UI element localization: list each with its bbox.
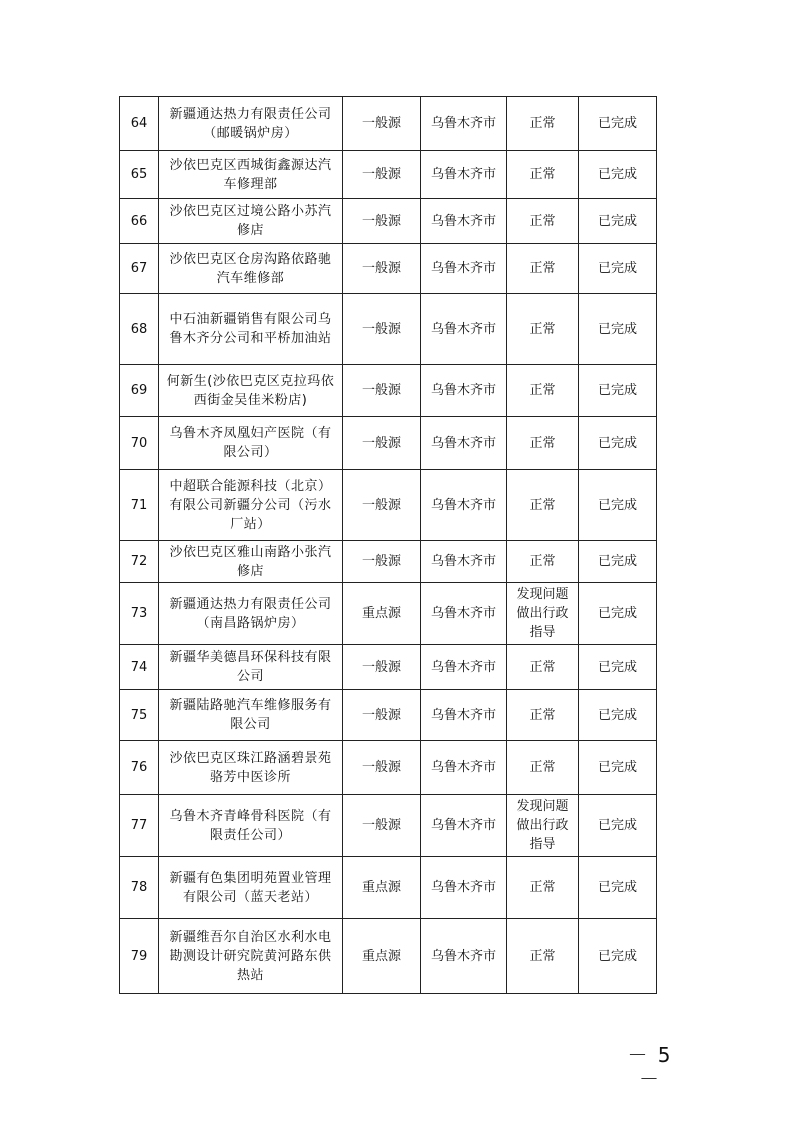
inspection-status-cell: 正常 — [507, 199, 579, 244]
region-cell: 乌鲁木齐市 — [421, 857, 507, 919]
entity-name-cell: 中石油新疆销售有限公司乌鲁木齐分公司和平桥加油站 — [159, 294, 343, 365]
region-cell: 乌鲁木齐市 — [421, 151, 507, 199]
completion-status-cell: 已完成 — [579, 97, 657, 151]
row-number-cell: 65 — [120, 151, 159, 199]
source-type-cell: 一般源 — [343, 199, 421, 244]
table-row — [120, 470, 657, 541]
entity-name-cell: 沙依巴克区珠江路涵碧景苑骆芳中医诊所 — [159, 741, 343, 795]
row-number-cell: 69 — [120, 365, 159, 417]
region-cell: 乌鲁木齐市 — [421, 417, 507, 470]
page-number: － 5 － — [627, 1043, 673, 1091]
source-type-cell: 重点源 — [343, 583, 421, 645]
entity-name-cell: 沙依巴克区过境公路小苏汽修店 — [159, 199, 343, 244]
row-number-cell: 75 — [120, 690, 159, 741]
completion-status-cell: 已完成 — [579, 365, 657, 417]
row-number-cell: 71 — [120, 470, 159, 541]
region-cell: 乌鲁木齐市 — [421, 294, 507, 365]
region-cell: 乌鲁木齐市 — [421, 470, 507, 541]
table-row — [120, 151, 657, 199]
region-cell: 乌鲁木齐市 — [421, 645, 507, 690]
region-cell: 乌鲁木齐市 — [421, 690, 507, 741]
entity-name-cell: 中超联合能源科技（北京）有限公司新疆分公司（污水厂站） — [159, 470, 343, 541]
source-type-cell: 一般源 — [343, 97, 421, 151]
source-type-cell: 重点源 — [343, 857, 421, 919]
entity-name-cell: 乌鲁木齐青峰骨科医院（有限责任公司） — [159, 795, 343, 857]
inspection-status-cell: 正常 — [507, 244, 579, 294]
source-type-cell: 一般源 — [343, 365, 421, 417]
source-type-cell: 一般源 — [343, 151, 421, 199]
region-cell: 乌鲁木齐市 — [421, 795, 507, 857]
inspection-status-cell: 正常 — [507, 645, 579, 690]
completion-status-cell: 已完成 — [579, 244, 657, 294]
row-number-cell: 70 — [120, 417, 159, 470]
inspection-status-cell: 发现问题做出行政指导 — [507, 795, 579, 857]
region-cell: 乌鲁木齐市 — [421, 583, 507, 645]
entity-name-cell: 沙依巴克区雅山南路小张汽修店 — [159, 541, 343, 583]
completion-status-cell: 已完成 — [579, 795, 657, 857]
row-number-cell: 67 — [120, 244, 159, 294]
region-cell: 乌鲁木齐市 — [421, 199, 507, 244]
source-type-cell: 一般源 — [343, 645, 421, 690]
region-cell: 乌鲁木齐市 — [421, 365, 507, 417]
row-number-cell: 76 — [120, 741, 159, 795]
row-number-cell: 66 — [120, 199, 159, 244]
entity-name-cell: 新疆通达热力有限责任公司（南昌路锅炉房） — [159, 583, 343, 645]
source-type-cell: 一般源 — [343, 541, 421, 583]
source-type-cell: 一般源 — [343, 470, 421, 541]
completion-status-cell: 已完成 — [579, 470, 657, 541]
inspection-status-cell: 正常 — [507, 97, 579, 151]
row-number-cell: 68 — [120, 294, 159, 365]
row-number-cell: 72 — [120, 541, 159, 583]
source-type-cell: 一般源 — [343, 417, 421, 470]
completion-status-cell: 已完成 — [579, 541, 657, 583]
entity-name-cell: 新疆华美德昌环保科技有限公司 — [159, 645, 343, 690]
row-number-cell: 74 — [120, 645, 159, 690]
inspection-status-cell: 正常 — [507, 294, 579, 365]
completion-status-cell: 已完成 — [579, 294, 657, 365]
source-type-cell: 一般源 — [343, 294, 421, 365]
entity-name-cell: 沙依巴克区仓房沟路依路驰汽车维修部 — [159, 244, 343, 294]
table-body — [120, 97, 657, 994]
table-row — [120, 244, 657, 294]
inspection-status-cell: 正常 — [507, 741, 579, 795]
source-type-cell: 一般源 — [343, 795, 421, 857]
entity-name-cell: 新疆维吾尔自治区水利水电勘测设计研究院黄河路东供热站 — [159, 919, 343, 994]
completion-status-cell: 已完成 — [579, 417, 657, 470]
inspection-status-cell: 发现问题做出行政指导 — [507, 583, 579, 645]
inspection-status-cell: 正常 — [507, 690, 579, 741]
inspection-status-cell: 正常 — [507, 919, 579, 994]
table-row — [120, 583, 657, 645]
source-type-cell: 重点源 — [343, 919, 421, 994]
row-number-cell: 78 — [120, 857, 159, 919]
completion-status-cell: 已完成 — [579, 857, 657, 919]
row-number-cell: 77 — [120, 795, 159, 857]
table-row — [120, 919, 657, 994]
region-cell: 乌鲁木齐市 — [421, 741, 507, 795]
entity-name-cell: 乌鲁木齐凤凰妇产医院（有限公司） — [159, 417, 343, 470]
entity-name-cell: 新疆有色集团明苑置业管理有限公司（蓝天老站） — [159, 857, 343, 919]
region-cell: 乌鲁木齐市 — [421, 97, 507, 151]
table-row — [120, 741, 657, 795]
region-cell: 乌鲁木齐市 — [421, 244, 507, 294]
table-row — [120, 690, 657, 741]
row-number-cell: 73 — [120, 583, 159, 645]
completion-status-cell: 已完成 — [579, 645, 657, 690]
completion-status-cell: 已完成 — [579, 690, 657, 741]
table-row — [120, 365, 657, 417]
entity-name-cell: 新疆通达热力有限责任公司（邮暖锅炉房） — [159, 97, 343, 151]
completion-status-cell: 已完成 — [579, 919, 657, 994]
entity-name-cell: 何新生(沙依巴克区克拉玛依西街金吴佳米粉店) — [159, 365, 343, 417]
inspection-status-cell: 正常 — [507, 857, 579, 919]
row-number-cell: 64 — [120, 97, 159, 151]
completion-status-cell: 已完成 — [579, 583, 657, 645]
inspection-status-cell: 正常 — [507, 365, 579, 417]
inspection-status-cell: 正常 — [507, 417, 579, 470]
source-type-cell: 一般源 — [343, 741, 421, 795]
completion-status-cell: 已完成 — [579, 151, 657, 199]
table-row — [120, 857, 657, 919]
region-cell: 乌鲁木齐市 — [421, 919, 507, 994]
source-type-cell: 一般源 — [343, 244, 421, 294]
inspection-status-cell: 正常 — [507, 151, 579, 199]
completion-status-cell: 已完成 — [579, 741, 657, 795]
inspection-status-cell: 正常 — [507, 541, 579, 583]
completion-status-cell: 已完成 — [579, 199, 657, 244]
region-cell: 乌鲁木齐市 — [421, 541, 507, 583]
table-row — [120, 541, 657, 583]
table-row — [120, 97, 657, 151]
entity-name-cell: 新疆陆路驰汽车维修服务有限公司 — [159, 690, 343, 741]
table-row — [120, 645, 657, 690]
source-type-cell: 一般源 — [343, 690, 421, 741]
table-row — [120, 795, 657, 857]
table-row — [120, 199, 657, 244]
pollution-source-table — [119, 96, 657, 994]
entity-name-cell: 沙依巴克区西城街鑫源达汽车修理部 — [159, 151, 343, 199]
inspection-status-cell: 正常 — [507, 470, 579, 541]
row-number-cell: 79 — [120, 919, 159, 994]
table-row — [120, 417, 657, 470]
table-row — [120, 294, 657, 365]
